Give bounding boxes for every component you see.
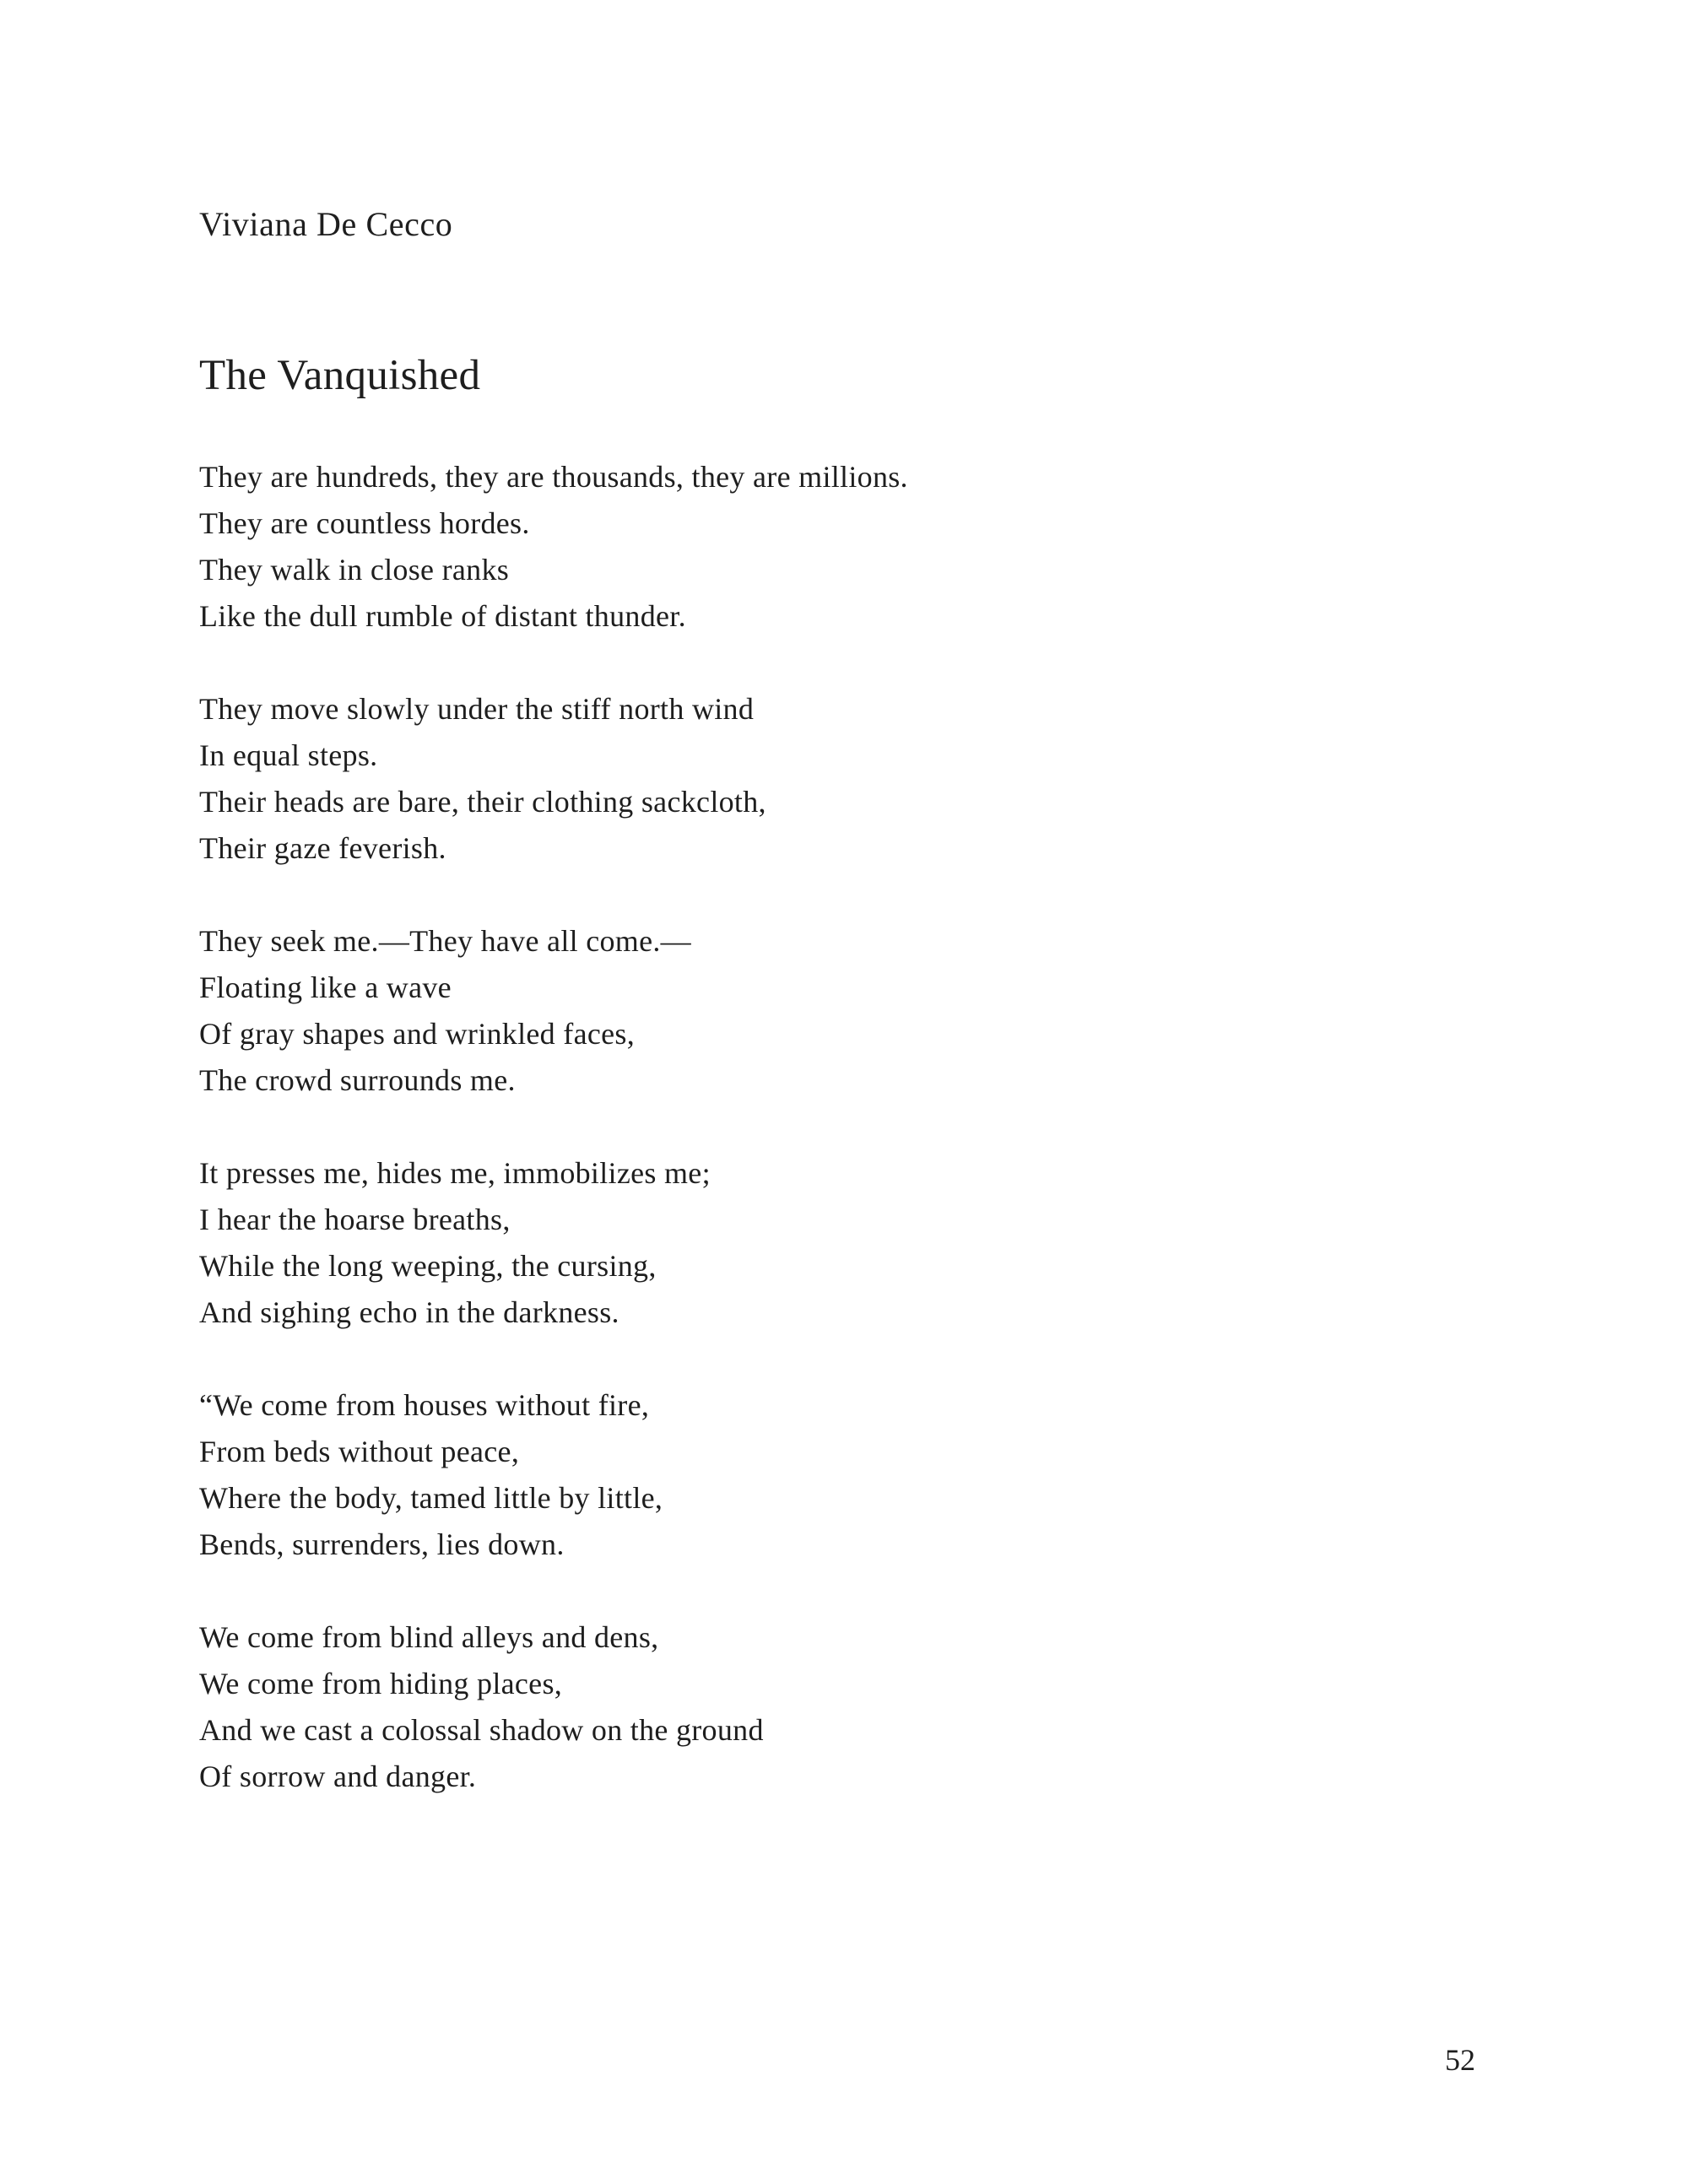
- page-number: 52: [1445, 2043, 1475, 2077]
- poem-line: Of sorrow and danger.: [199, 1760, 477, 1793]
- poem-line: They are hundreds, they are thousands, they are millions.: [199, 460, 908, 494]
- stanza: [199, 1382, 1381, 1568]
- poem-line: They are countless hordes.: [199, 506, 530, 540]
- poem-body: [199, 454, 1381, 1846]
- poem-line: It presses me, hides me, immobilizes me;: [199, 1156, 711, 1190]
- poem-line: Their heads are bare, their clothing sackcloth,: [199, 785, 766, 819]
- poem-line: Bends, surrenders, lies down.: [199, 1527, 565, 1561]
- poem-line: We come from blind alleys and dens,: [199, 1620, 659, 1654]
- stanza: [199, 1614, 1381, 1800]
- poem-line: And sighing echo in the darkness.: [199, 1295, 619, 1329]
- poem-line: “We come from houses without fire,: [199, 1388, 650, 1422]
- poem-line: Like the dull rumble of distant thunder.: [199, 599, 686, 633]
- poem-line: They move slowly under the stiff north wind: [199, 692, 755, 726]
- stanza: [199, 918, 1381, 1104]
- poem-line: They seek me.—They have all come.—: [199, 924, 691, 958]
- poem-line: The crowd surrounds me.: [199, 1063, 516, 1097]
- stanza: [199, 686, 1381, 872]
- poem-line: Where the body, tamed little by little,: [199, 1481, 663, 1515]
- poem-line: Their gaze feverish.: [199, 831, 446, 865]
- poem-line: We come from hiding places,: [199, 1667, 563, 1700]
- poem-line: Of gray shapes and wrinkled faces,: [199, 1017, 636, 1051]
- stanza: [199, 1150, 1381, 1336]
- stanza: [199, 454, 1381, 640]
- poem-line: I hear the hoarse breaths,: [199, 1203, 511, 1236]
- poem-title: The Vanquished: [199, 352, 481, 399]
- poem-line: From beds without peace,: [199, 1435, 520, 1468]
- poem-line: In equal steps.: [199, 738, 378, 772]
- poem-line: Floating like a wave: [199, 970, 452, 1004]
- poem-line: They walk in close ranks: [199, 553, 510, 587]
- poem-line: While the long weeping, the cursing,: [199, 1249, 657, 1283]
- poem-line: And we cast a colossal shadow on the ground: [199, 1713, 764, 1747]
- author-name: Viviana De Cecco: [199, 205, 453, 243]
